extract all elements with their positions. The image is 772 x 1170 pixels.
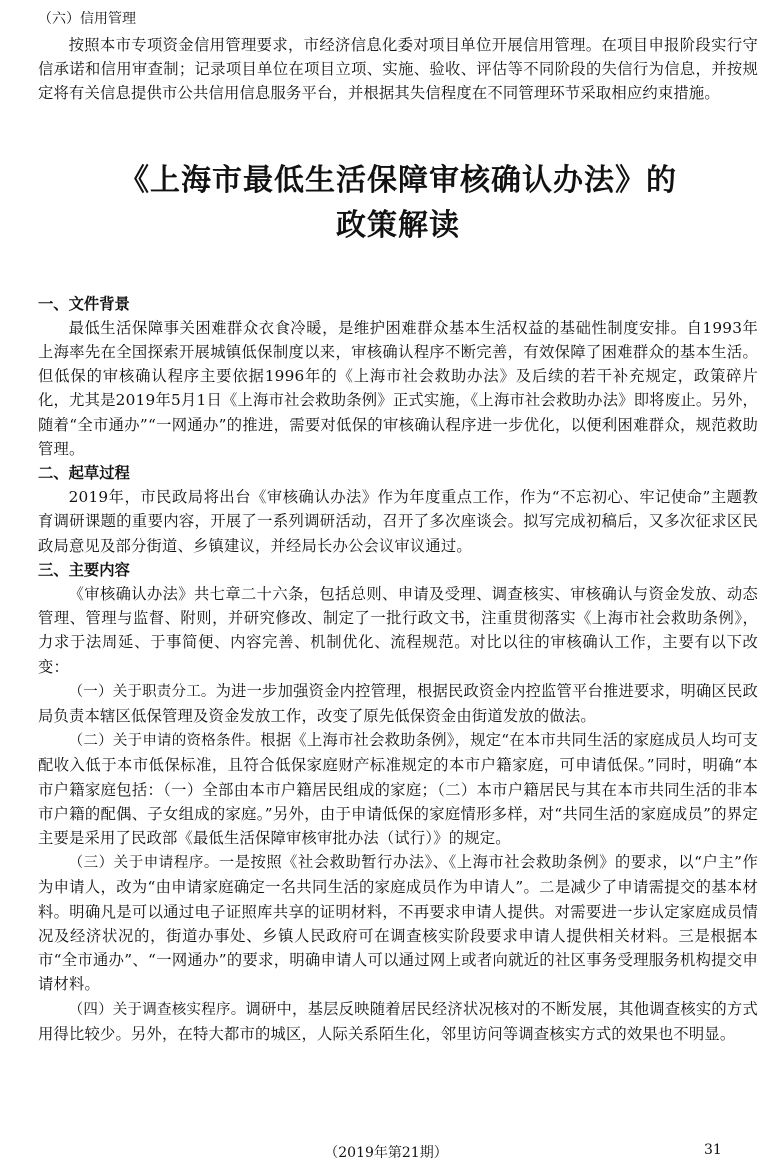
issue-label: （2019年第21期） bbox=[324, 1145, 448, 1161]
item-text: 一是按照《社会救助暂行办法》、《上海市社会救助条例》的要求，以“户主”作为申请人，改为“由申请家庭确定一名共同生活的家庭成员作为申请人”。二是减少了申请需提交的基本材料。明确凡是可以通过电子证照库共享的证明材料，不再要求申请人提供。对需要进一步认定家庭成员情况及经济状况的，街道办事处、乡镇人民政府可在调查核实阶段要求申请人提供相关材料。三是根据本市“全市通办”、“一网通办”的要求，明确申请人可以通过网上或者向就近的社区事务受理服务机构提交申请材料。 bbox=[38, 853, 758, 994]
main-content-paragraph: 《审核确认办法》共七章二十六条，包括总则、申请及受理、调查核实、审核确认与资金发放、动态管理、管理与监督、附则，并研究修改、制定了一批行政文书，注重贯彻落实《上海市社会救助条例》，力求于法周延、于事简便、内容完善、机制优化、流程规范。对比以往的审核确认工作，主要有以下改变： bbox=[38, 585, 758, 676]
credit-management-heading: （六）信用管理 bbox=[38, 11, 136, 27]
item-lead: （四）关于调查核实程序。 bbox=[68, 1001, 246, 1018]
item-lead: （二）关于申请的资格条件。 bbox=[68, 733, 261, 750]
item-text: 调研中，基层反映随着居民经济状况核对的不断发展，其他调查核实的方式用得比较少。另外，在特大都市的城区，人际关系陌生化，邻里访问等调查核实方式的效果也不明显。 bbox=[38, 999, 758, 1043]
background-paragraph: 最低生活保障事关困难群众衣食冷暖，是维护困难群众基本生活权益的基础性制度安排。自1993年上海率先在全国探索开展城镇低保制度以来，审核确认程序不断完善，有效保障了困难群众的基本生活。但低保的审核确认程序主要依据1996年的《上海市社会救助办法》及后续的若干补充规定，政策碎片化，尤其是2019年5月1日《上海市社会救助条例》正式实施，《上海市社会救助办法》即将废止。另外，随着“全市通办”“一网通办”的推进，需要对低保的审核确认程序进一步优化，以便利困难群众，规范救助管理。 bbox=[38, 318, 758, 458]
item-application-procedure bbox=[38, 850, 758, 996]
item-text: 为进一步加强资金内控管理，根据民政资金内控监管平台推进要求，明确区民政局负责本辖区低保管理及资金发放工作，改变了原先低保资金由街道发放的做法。 bbox=[38, 681, 758, 726]
document-title bbox=[38, 158, 758, 248]
item-responsibilities bbox=[38, 679, 758, 728]
drafting-paragraph: 2019年，市民政局将出台《审核确认办法》作为年度重点工作，作为“不忘初心、牢记使命”主题教育调研课题的重要内容，开展了一系列调研活动，召开了多次座谈会。拟写完成初稿后，又多次征求区民政局意见及部分街道、乡镇建议，并经局长办公会议审议通过。 bbox=[38, 488, 758, 555]
item-eligibility bbox=[38, 728, 758, 850]
page-number: 31 bbox=[704, 1142, 722, 1158]
item-lead: （三）关于申请程序。 bbox=[68, 855, 219, 872]
document-page bbox=[38, 8, 758, 1046]
title-line-2: 政策解读 bbox=[336, 207, 460, 243]
item-text: 根据《上海市社会救助条例》，规定“在本市共同生活的家庭成员人均可支配收入低于本市低保标准，且符合低保家庭财产标准规定的本市户籍家庭，可申请低保。”同时，明确“本市户籍家庭包括：（一）全部由本市户籍居民组成的家庭；（二）本市户籍居民与其在本市共同生活的非本市户籍的配偶、子女组成的家庭。”另外，由于申请低保的家庭情形多样，对“共同生活的家庭成员”的界定主要是采用了民政部《最低生活保障审核审批办法（试行）》的规定。 bbox=[38, 731, 758, 848]
section-heading-main-content: 三、主要内容 bbox=[38, 560, 130, 579]
item-lead: （一）关于职责分工。 bbox=[68, 683, 216, 700]
item-investigation bbox=[38, 997, 758, 1046]
credit-management-paragraph: 按照本市专项资金信用管理要求，市经济信息化委对项目单位开展信用管理。在项目申报阶段实行守信承诺和信用审查制；记录项目单位在项目立项、实施、验收、评估等不同阶段的失信行为信息，并按规定将有关信息提供市公共信用信息服务平台，并根据其失信程度在不同管理环节采取相应约束措施。 bbox=[38, 36, 758, 103]
section-heading-background: 一、文件背景 bbox=[38, 294, 130, 313]
page-footer bbox=[0, 1142, 772, 1162]
section-heading-drafting: 二、起草过程 bbox=[38, 464, 130, 483]
title-line-1: 《上海市最低生活保障审核确认办法》的 bbox=[119, 162, 677, 198]
